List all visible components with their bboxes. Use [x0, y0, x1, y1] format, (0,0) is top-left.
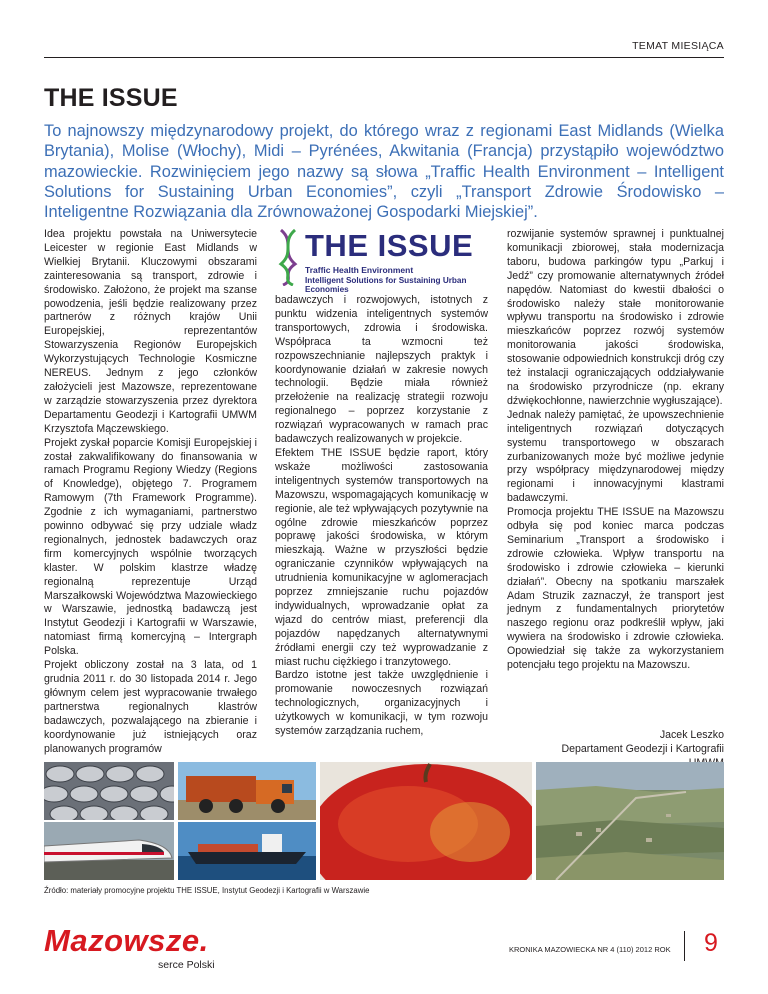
paragraph: Idea projektu powstała na Uniwersytecie Leicester w regionie East Midlands w Wielkiej Brytanii. Kluczowymi obszarami zainteresowania są transport, zdrowie i środowisko. Założono, że projekt ma szanse powodzenia, jeśli będzie realizowany przez partnerów z różnych krajów Unii Europejskiej, reprezentantów Stowarzyszenia Regionów Europejskich Wykorzystujących Technologie Kosmiczne NEREUS. Jednym z jego członków założycieli jest Mazowsze, reprezentowane w zarządzie stowarzyszenia przez dyrektora Departamentu Geodezji i Kartografii UMWM Krzysztofa Mączewskiego.: [44, 228, 257, 435]
logo-wordmark: THE ISSUE: [305, 228, 474, 263]
logo-subtitle-2: Intelligent Solutions for Sustaining Urban Economies: [305, 276, 467, 294]
article-title: THE ISSUE: [44, 84, 178, 112]
magazine-issue: KRONIKA MAZOWIECKA NR 4 (110) 2012 ROK: [509, 945, 671, 954]
section-label: TEMAT MIESIĄCA: [632, 40, 724, 52]
truck-photo: [178, 762, 316, 820]
high-speed-train-photo: [44, 822, 174, 880]
footer-divider: [684, 931, 685, 961]
mazowsze-wordmark: Mazowsze.: [44, 923, 209, 958]
paragraph: Bardzo istotne jest także uwzględnienie i promowanie nowoczesnych rozwiązań technologicznych, organizacyjnych i użytkowych w komunikacji, w tym rozwoju systemów zarządzania ruchem,: [275, 669, 488, 738]
cargo-ship-photo: [178, 822, 316, 880]
article-lead: To najnowszy międzynarodowy projekt, do którego wraz z regionami East Midlands (Wielka Brytania), Molise (Włochy), Midi – Pyrénées, Akwitania (Francja) przystąpiło województwo mazowieckie. Rozwinięciem jego nazwy są słowa „Traffic Health Environment – Intelligent Solutions for Sustaining Urban Economies”, czyli „Transport Zdrowie Środowisko – Inteligentne Rozwiązania dla Zrównoważonej Gospodarki Miejskiej”.: [44, 122, 724, 222]
paragraph: Projekt zyskał poparcie Komisji Europejskiej i został zakwalifikowany do finansowania w ramach Programu Regiony Wiedzy (Regions of Knowledge), objętego 7. Programem Ramowym (7th Framework Programme). Zgodnie z ich wymaganiami, partnerstwo powinno odbywać się przy udziale władz regionalnych, jednostek badawczych oraz firm komercyjnych wspólnie tworzących klaster. W polskim klastrze władzę regionalną reprezentuje Urząd Marszałkowski Województwa Mazowieckiego w Warszawie, jednostką badawczą jest Instytut Geodezji i Kartografii w Warszawie, natomiast firmą komercyjną – Intergraph Polska.: [44, 436, 257, 658]
photo-caption: Źródło: materiały promocyjne projektu THE ISSUE, Instytut Geodezji i Kartografii w Warszawie: [44, 886, 370, 895]
column-2: [275, 294, 488, 739]
parked-cars-photo: [44, 762, 174, 820]
paragraph: Efektem THE ISSUE będzie raport, który wskaże możliwości zastosowania inteligentnych systemów transportowych na Mazowszu, wspomagających komunikację w regionie, ale też wpływających pozytywnie na ogólne zdrowie mieszkańców poprzez poprawę jakości środowiska, w którym mieszkają. Ważne w przyszłości będzie ograniczanie czynników wpływających na utrudnienia komunikacyjne w aglomeracjach poprzez zmniejszanie ruchu pojazdów indywidualnych, wprowadzanie opłat za wjazd do centrów miast, preferencji dla pojazdów napędzanych alternatywnymi źródłami energii czy też wyprowadzanie z miast ruchu ciężkiego i tranzytowego.: [275, 446, 488, 668]
aerial-landscape-photo: [536, 762, 724, 880]
column-1: [44, 228, 257, 756]
photo-band: [44, 762, 724, 880]
header-rule: [44, 57, 724, 58]
column-3: [507, 228, 724, 673]
mazowsze-tagline: serce Polski: [158, 959, 215, 971]
paragraph: rozwijanie systemów sprawnej i punktualnej komunikacji zbiorowej, stała modernizacja taboru, budowa parkingów typu „Parkuj i Jedź” czy promowanie alternatywnych źródeł napędów. Natomiast do kwestii dbałości o środowisko należy stałe monitorowanie wpływu transportu na środowisko i zdrowie mieszkańców poprzez rozwój systemów monitorowania jakości środowiska, stosowanie odpowiednich konstrukcji dróg czy też instalacji ograniczających oddziaływanie na środowisko przyrodnicze (np. ekrany dźwiękochłonne, nawierzchnie wygłuszające).: [507, 228, 724, 407]
red-apple-photo: [320, 762, 532, 880]
paragraph: Projekt obliczony został na 3 lata, od 1 grudnia 2011 r. do 30 listopada 2014 r. Jego głównym celem jest wypracowanie trwałego partnerstwa regionalnych klastrów badawczych, pozwalającego na zbieranie i koordynowanie już istniejących oraz planowanych programów: [44, 659, 257, 755]
page-number: 9: [704, 929, 718, 957]
dna-helix-icon: [277, 228, 299, 286]
paragraph: badawczych i rozwojowych, istotnych z punktu widzenia inteligentnych systemów transportowych, zdrowia i środowiska. Współpraca ta wzmocni też rozpowszechnianie najlepszych praktyk i koordynowanie działań w zakresie nowych technologii. Będzie miała również przełożenie na realizację strategii rozwoju regionalnego – poprzez korzystanie z rozwiązań wypracowanych w ramach prac badawczych realizowanych w projekcie.: [275, 294, 488, 446]
paragraph: Jednak należy pamiętać, że upowszechnienie inteligentnych rozwiązań dotyczących systemu transportowego w obszarach zurbanizowanych może być możliwe jedynie przy współpracy międzynarodowej między regionami i innowacyjnymi klastrami badawczymi.: [507, 408, 724, 505]
paragraph: Promocja projektu THE ISSUE na Mazowszu odbyła się pod koniec marca podczas Seminarium „Transport a środowisko i zdrowie człowieka. Wpływ transportu na środowisko i zdrowie człowieka – kierunki działań”. Obecny na spotkaniu marszałek Adam Struzik zaznaczył, że transport jest jednym z fundamentalnych priorytetów naszego regionu oraz podkreślił wpływ, jaki wywiera na środowisko i zdrowie człowieka. Opowiedział się także za wykorzystaniem potencjału tego projektu na Mazowszu.: [507, 506, 724, 672]
mazowsze-logo: [44, 924, 244, 972]
logo-subtitle-1: Traffic Health Environment: [305, 265, 414, 275]
author-department: Departament Geodezji i Kartografii: [561, 743, 724, 755]
author-name: Jacek Leszko: [659, 729, 724, 741]
the-issue-logo: [275, 226, 493, 294]
